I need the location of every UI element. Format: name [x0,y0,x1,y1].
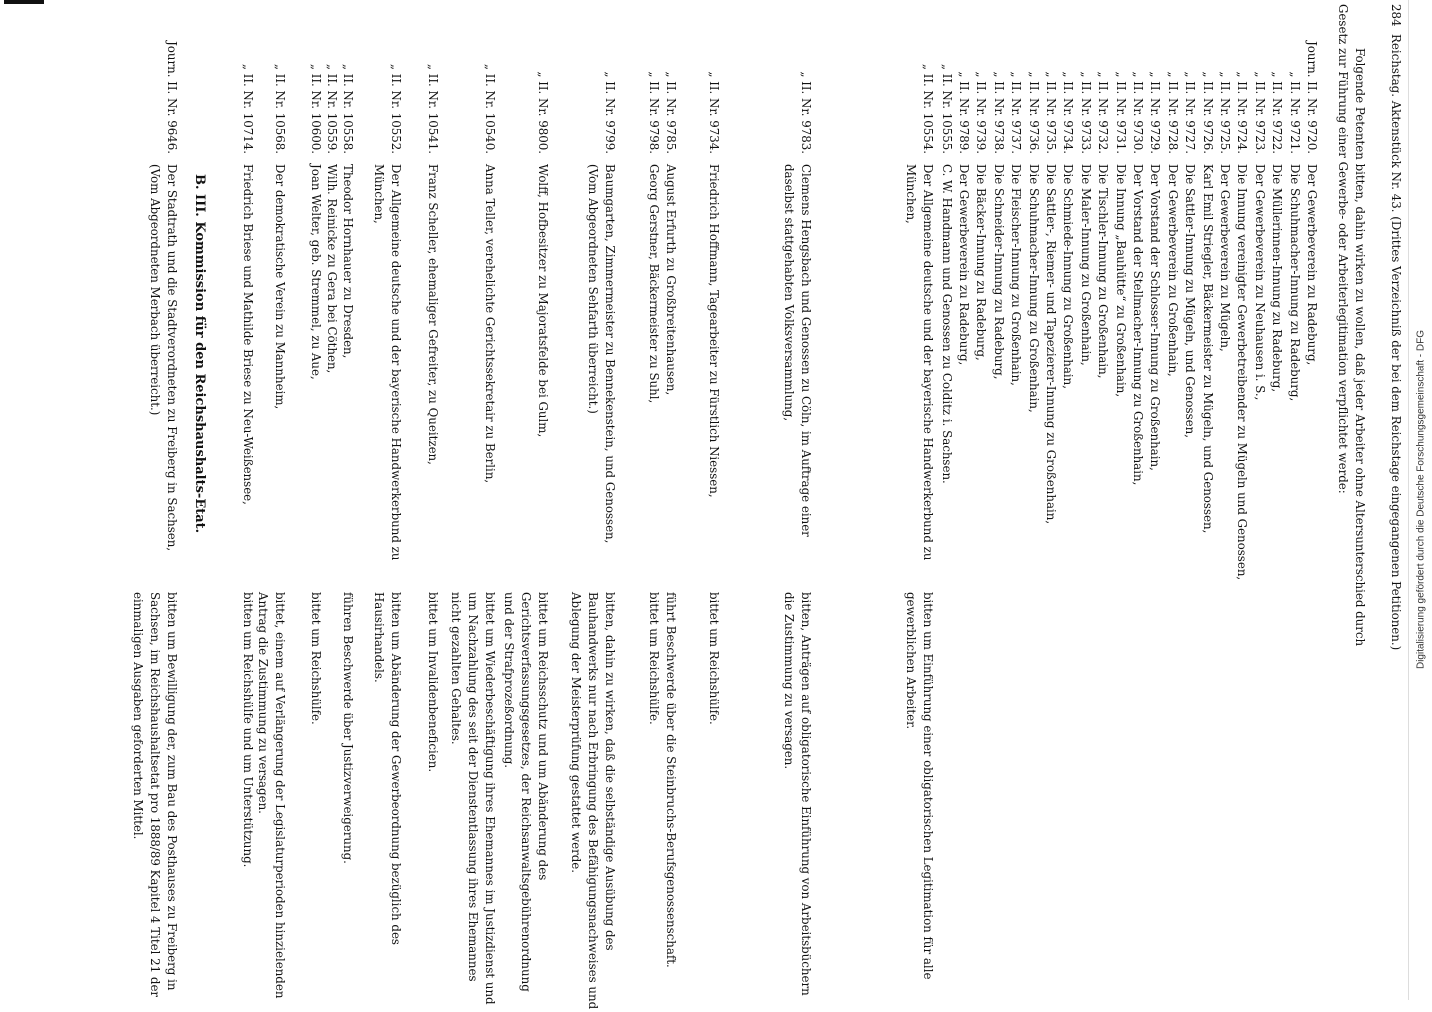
petitioner-name: Die Müllerinnen-Innung zu Radeburg, [1270,164,1285,393]
petitioner-name: Die Schmiede-Innung zu Großenhain, [1061,164,1076,389]
petition-ref: „ II. Nr. 9730. [1131,71,1145,154]
petition-ref: „ II. Nr. 10541. [426,63,440,154]
petition-ref: „ II. Nr. 9738. [991,71,1006,154]
petition-request: bittet um Invalidenbeneficien. [426,592,440,773]
petition-request: bittet um Reichshülfe. [647,592,661,725]
petition-ref: „ II. Nr. 9737. [1009,71,1024,154]
sidebar-credit [1408,0,1432,1000]
petition-ref: Journ. II. Nr. 9720. [1305,41,1319,154]
petition-request: bitten um Reichshülfe und um Unterstützung. [241,592,255,868]
petitioner-name: Die Schuhmacher-Innung zu Großenhain, [1026,164,1041,413]
petitioner-name: Die Sattler-Innung zu Mügeln, und Genossen, [1183,164,1198,438]
petition-ref: „ II. Nr. 10552. [389,63,403,154]
petitioner-name: Der Gewerbeverein zu Mügeln, [1218,164,1232,352]
petition-ref: „ II. Nr. 9721. [1287,71,1302,154]
petition-request: bittet, einem auf Verlängerung der Legislaturperioden hinzielenden Antrag die Zustimmung zu versagen. [256,592,287,999]
petition-ref: „ II. Nr. 10555. [939,63,954,154]
petitioner-name: Baumgarten, Zimmermeister zu Bennekenstein, und Genossen, (Vom Abgeordneten Sehfarth überreicht.) [586,164,617,544]
petitioner-name: Der Allgemeine deutsche und der bayerische Handwerkerbund zu München, [904,164,935,561]
petitioner-name: Der Vorstand der Stellmacher-Innung zu Großenhain, [1131,164,1145,486]
petition-ref: „ II. Nr. 9798. [647,71,661,154]
petitioner-name: Der Gewerbeverein zu Neuhausen i. S., [1252,164,1267,401]
petition-ref: „ II. Nr. 9736. [1026,71,1041,154]
petition-ref: „ II. Nr. 9727. [1183,71,1198,154]
page-title: Reichstag. Aktenstück Nr. 43. (Drittes Verzeichniß der bei dem Reichstage eingegangenen Petitionen.) [1389,34,1403,651]
page-number: 284 [1389,4,1403,27]
intro-line-1: Folgende Petenten bitten, dahin wirken zu wollen, daß jeder Arbeiter ohne Altersunterschied durch [1353,48,1367,647]
petition-ref: „ II. Nr. 10554. [921,63,935,154]
petitioner-name: Die Innung vereinigter Gewerbetreibender zu Mügeln und Genossen, [1235,164,1250,581]
petition-ref: „ II. Nr. 9785. [664,71,678,154]
petitioner-name: Die Tischler-Innung zu Großenhain, [1096,164,1111,379]
petition-ref: „ II. Nr. 10600. [309,63,323,154]
petitioner-name: Der Stadtrath und die Stadtverordneten zu Freiberg in Sachsen, (Vom Abgeordneten Merbach überreicht.) [148,164,179,552]
petitioner-name: Wilh. Reinicke zu Gera bei Cöthen, [325,164,339,374]
petition-ref: „ II. Nr. 9734. [707,71,721,154]
petition-request: bitten um Bewilligung der, zum Bau des Posthauses zu Freiberg in Sachsen, im Reichshaushaltsetat pro 1888/89 Kapitel 4 Titel 21 der einmaligen Ausgaben geforderten Mittel. [131,592,179,998]
petitioner-name: August Erfurth zu Großbreitenhausen, [664,164,678,396]
petitioner-name: Friedrich Briese und Mathilde Briese zu Neu-Weißensee, [241,164,255,505]
petition-request: bitten um Einführung einer obligatorischen Legitimation für alle gewerblichen Arbeiter. [904,592,935,980]
petitioner-name: Die Maler-Innung zu Großenhain, [1078,164,1093,366]
petitioner-name: Die Schuhmacher-Innung zu Radeburg, [1287,164,1302,402]
petition-request: bittet um Wiederbeschäftigung ihres Ehemannes im Justizdienst und um Nachzahlung des seit der Dienstentlassung ihres Ehemannes nicht gezahlten Gehaltes. [449,592,497,1005]
petitioner-name: Wolff, Hofbesitzer zu Majoratsfelde bei Gulm, [536,164,550,438]
petitioner-name: Die Schneider-Innung zu Radeburg, [991,164,1006,380]
petitioner-name: Der Gewerbeverein zu Radeburg, [957,164,971,366]
petition-ref: „ II. Nr. 9728. [1165,71,1180,154]
petition-ref: „ II. Nr. 9733. [1078,71,1093,154]
document-page [4,4,1404,1010]
petitioner-name: Der Gewerbeverein zu Radeburg, [1305,164,1319,366]
petition-ref: „ II. Nr. 9800. [536,71,550,154]
petition-ref: „ II. Nr. 9731. [1113,71,1128,154]
petition-request: bittet um Reichshülfe. [309,592,323,725]
petition-ref: „ II. Nr. 9789. [957,71,971,154]
petition-request: bitten, Anträgen auf obligatorische Einführung von Arbeitsbüchern die Zustimmung zu versagen. [782,592,813,996]
petition-ref: „ II. Nr. 10568. [273,63,287,154]
petition-ref: „ II. Nr. 9724. [1235,71,1250,154]
petition-request: führt Beschwerde über die Steinbruchs-Berufsgenossenschaft. [664,592,678,968]
petitioner-name: Karl Emil Striegler, Bäckermeister zu Mügeln, und Genossen, [1200,164,1215,534]
section-heading: B. III. Kommission für den Reichshaushalts-Etat. [192,174,207,534]
petitioner-name: Georg Gerstner, Bäckermeister zu Suhl, [647,164,661,404]
petition-request: bitten um Abänderung der Gewerbeordnung bezüglich des Hausirhandels. [372,592,403,945]
petition-ref: „ II. Nr. 9734. [1061,71,1076,154]
petitioner-name: Theodor Hornhauer zu Dresden, [341,164,355,359]
petition-request: bitten, dahin zu wirken, daß die selbständige Ausübung des Bauhandwerks nur nach Erbringung des Befähigungsnachweises und Ablegung der Meisterprüfung gestattet werde. [569,592,617,1010]
petition-ref: „ II. Nr. 9723. [1252,71,1267,154]
petitioner-name: Clemens Hengsbach und Genossen zu Cöln, im Auftrage einer daselbst stattgehabten Volksversammlung, [782,164,813,537]
petition-ref: „ II. Nr. 9732. [1096,71,1111,154]
petitioner-name: C. W. Handmann und Genossen zu Colditz i. Sachsen. [939,164,954,484]
petitioner-name: Joan Welter, geb. Stremmel, zu Aue, [309,164,323,380]
petition-ref: „ II. Nr. 9739. [974,71,989,154]
petition-ref: „ II. Nr. 9783. [799,71,813,154]
petition-request: bittet um Reichsschutz und um Abänderung des Gerichtsverfassungsgesetzes, der Reichsanwaltsgebührenordnung und der Strafprozeßordnung. [502,592,550,992]
petitioner-name: Der Vorstand der Schlosser-Innung zu Großenhain, [1148,164,1163,471]
petition-ref: „ II. Nr. 9735. [1044,71,1058,154]
petitioner-name: Der Allgemeine deutsche und der bayerische Handwerkerbund zu München, [372,164,403,561]
petition-request: bittet um Reichshülfe. [707,592,721,725]
petition-request: führen Beschwerde über Justizverweigerung. [341,592,355,864]
petitioner-name: Der demokratische Verein zu Mannheim, [273,164,287,410]
petitioner-name: Die Sattler-, Riemer- und Tapezierer-Innung zu Großenhain, [1044,164,1058,525]
petitioner-name: Die Bäcker-Innung zu Radeburg, [974,164,989,361]
sidebar-text: Digitalisierung gefördert durch die Deutsche Forschungsgemeinschaft - DFG [1415,329,1427,670]
petitioner-name: Friedrich Hoffmann, Tagearbeiter zu Fürstlich Niessen, [707,164,721,498]
intro-line-2: Gesetz zur Führung einer Gewerbe- oder Arbeiterlegitimation verpflichtet werde: [1336,4,1350,494]
petitioner-name: Die Fleischer-Innung zu Großenhain, [1009,164,1024,386]
petition-ref: „ II. Nr. 9722. [1270,71,1285,154]
petition-ref: „ II. Nr. 10714. [241,63,255,154]
petition-ref: „ II. Nr. 10540. [483,63,497,154]
petitioner-name: Die Innung „Bauhütte“ zu Großenhain, [1113,164,1128,398]
petitioner-name: Franz Scheller, ehemaliger Gefreiter, zu Queitzen, [426,164,440,465]
petition-ref: „ II. Nr. 10559. [325,63,339,154]
petition-ref: „ II. Nr. 9799. [603,71,617,154]
petition-ref: „ II. Nr. 9726. [1200,71,1215,154]
petition-ref: Journ. II. Nr. 9646. [165,41,179,154]
petition-ref: „ II. Nr. 9725. [1218,71,1232,154]
petition-ref: „ II. Nr. 10558. [341,63,355,154]
petitioner-name: Anna Teller, verehelichte Gerichtssekretair zu Berlin, [483,164,497,484]
petitioner-name: Der Gewerbeverein zu Großenhain, [1165,164,1180,377]
petition-ref: „ II. Nr. 9729. [1148,71,1163,154]
